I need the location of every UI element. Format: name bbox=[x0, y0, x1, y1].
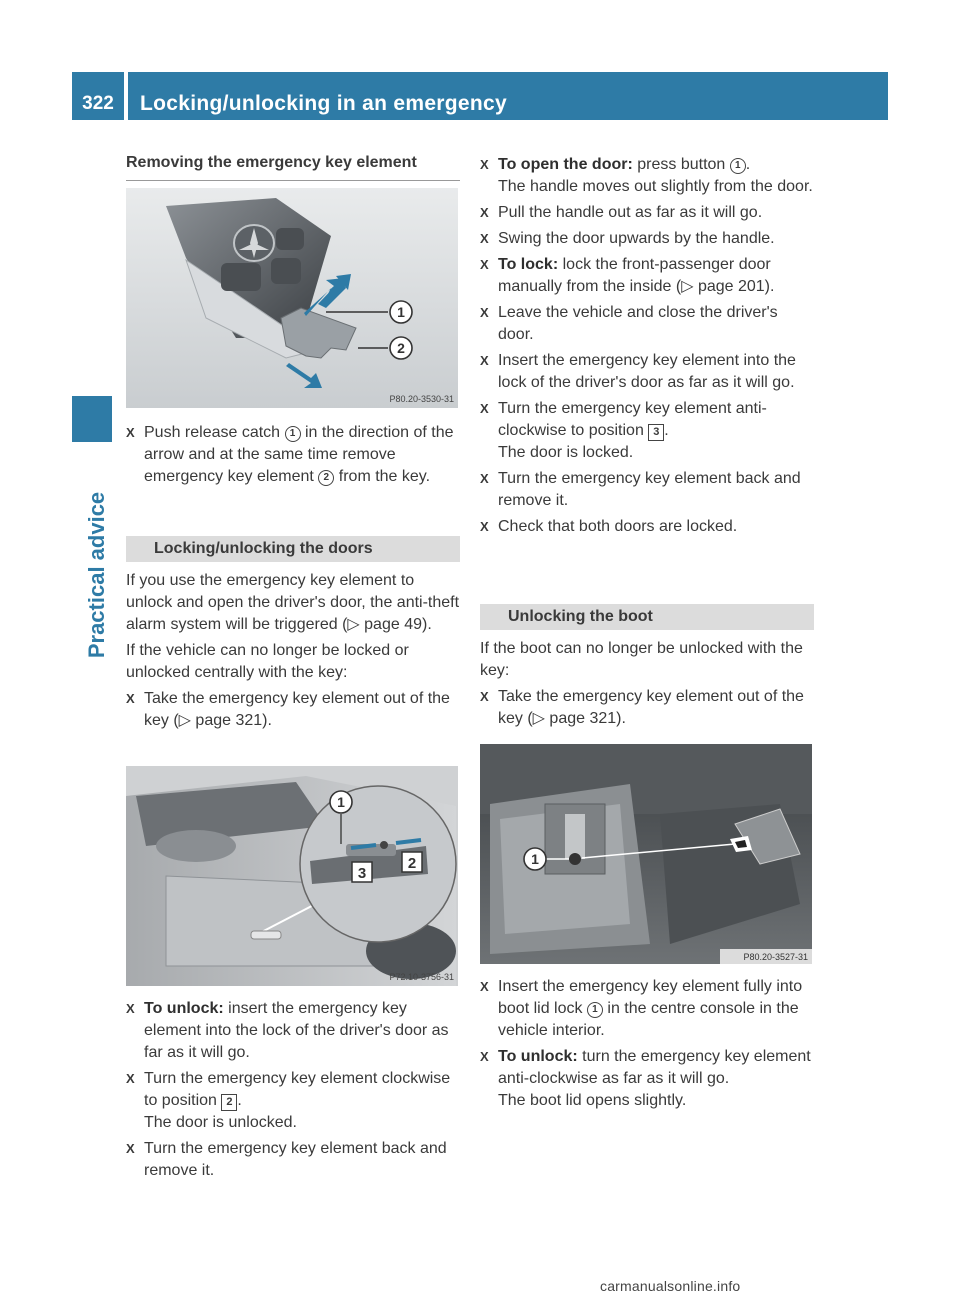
doors-para-2: If the vehicle can no longer be locked or unlocked centrally with the key: bbox=[126, 642, 409, 681]
figure3-callout-1: 1 bbox=[531, 851, 539, 867]
step-to-unlock-door: X To unlock: insert the emergency key element into the lock of the driver's door as far as it will go. bbox=[126, 1000, 449, 1061]
step-leave-vehicle: X Leave the vehicle and close the driver's door. bbox=[480, 304, 778, 343]
page-number: 322 bbox=[82, 93, 114, 114]
step-take-key-boot: X Take the emergency key element out of the key (▷ page 321). bbox=[480, 688, 804, 727]
step-check-doors: X Check that both doors are locked. bbox=[480, 518, 738, 535]
step-push-release: X Push release catch 1 in the direction of the arrow and at the same time remove emergency key element 2 from the key. bbox=[126, 424, 454, 485]
figure1-callout-1: 1 bbox=[397, 304, 405, 320]
chapter-label: Practical advice bbox=[84, 491, 109, 659]
step-turn-back-right: X Turn the emergency key element back and remove it. bbox=[480, 470, 801, 509]
callout-1-icon: 1 bbox=[730, 158, 746, 174]
figure2-callout-3: 3 bbox=[357, 865, 367, 882]
key-removal-figure bbox=[126, 188, 458, 408]
section-boot bbox=[480, 604, 814, 734]
left-steps-1 bbox=[126, 422, 460, 492]
section-boot-title: Unlocking the boot bbox=[480, 604, 814, 630]
callout-1-icon: 1 bbox=[285, 426, 301, 442]
figure1-code: P80.20-3530-31 bbox=[389, 394, 454, 404]
figure2-callout-1: 1 bbox=[337, 794, 345, 810]
step-insert-key: X Insert the emergency key element into the lock of the driver's door as far as it will go. bbox=[480, 352, 796, 391]
left-steps-2 bbox=[126, 998, 460, 1186]
figure1-callout-2: 2 bbox=[397, 340, 405, 356]
step-turn-anticlockwise: X Turn the emergency key element anti-clockwise to position 3 . The door is locked. bbox=[480, 400, 767, 461]
step-marker: X bbox=[126, 425, 135, 440]
left-column bbox=[126, 152, 460, 181]
step-open-door: X To open the door: press button 1 . The handle moves out slightly from the door. bbox=[480, 156, 813, 195]
right-steps-1 bbox=[480, 154, 814, 542]
step-insert-boot-key: X Insert the emergency key element fully into boot lid lock 1 in the centre console in the vehicle interior. bbox=[480, 978, 803, 1039]
doors-para-1: If you use the emergency key element to unlock and open the driver's door, the anti-theft alarm system will be triggered (▷ page 49). bbox=[126, 572, 460, 633]
right-steps-2 bbox=[480, 976, 814, 1116]
section-doors-title: Locking/unlocking the doors bbox=[126, 536, 460, 562]
step-to-lock: X To lock: lock the front-passenger door manually from the inside (▷ page 201). bbox=[480, 256, 775, 295]
watermark: carmanualsonline.info bbox=[600, 1278, 741, 1294]
callout-2-icon: 2 bbox=[318, 470, 334, 486]
figure3-code: P80.20-3527-31 bbox=[743, 952, 808, 962]
step-to-unlock-boot: X To unlock: turn the emergency key element anti-clockwise as far as it will go. The boot lid opens slightly. bbox=[480, 1048, 811, 1109]
section-removing-key-title: Removing the emergency key element bbox=[126, 152, 460, 181]
step-take-key: X Take the emergency key element out of the key (▷ page 321). bbox=[126, 690, 450, 729]
position-2-icon: 2 bbox=[221, 1094, 237, 1111]
step-pull-handle: X Pull the handle out as far as it will go. bbox=[480, 204, 763, 221]
step-turn-clockwise: X Turn the emergency key element clockwise to position 2 . The door is unlocked. bbox=[126, 1068, 460, 1134]
page-title: Locking/unlocking in an emergency bbox=[140, 92, 507, 115]
position-3-icon: 3 bbox=[648, 424, 664, 441]
door-unlocked-result: The door is unlocked. bbox=[144, 1114, 297, 1131]
boot-lock-figure bbox=[480, 744, 812, 964]
figure2-callout-2: 2 bbox=[407, 855, 417, 872]
step-swing-door: X Swing the door upwards by the handle. bbox=[480, 230, 775, 247]
callout-1-icon: 1 bbox=[587, 1002, 603, 1018]
boot-para: If the boot can no longer be unlocked with the key: bbox=[480, 640, 803, 679]
door-lock-figure bbox=[126, 766, 458, 986]
step-turn-back-left: X Turn the emergency key element back and remove it. bbox=[126, 1140, 447, 1179]
figure2-code: P72.10-3756-31 bbox=[389, 972, 454, 982]
section-doors bbox=[126, 536, 460, 736]
chapter-tab bbox=[72, 396, 112, 442]
